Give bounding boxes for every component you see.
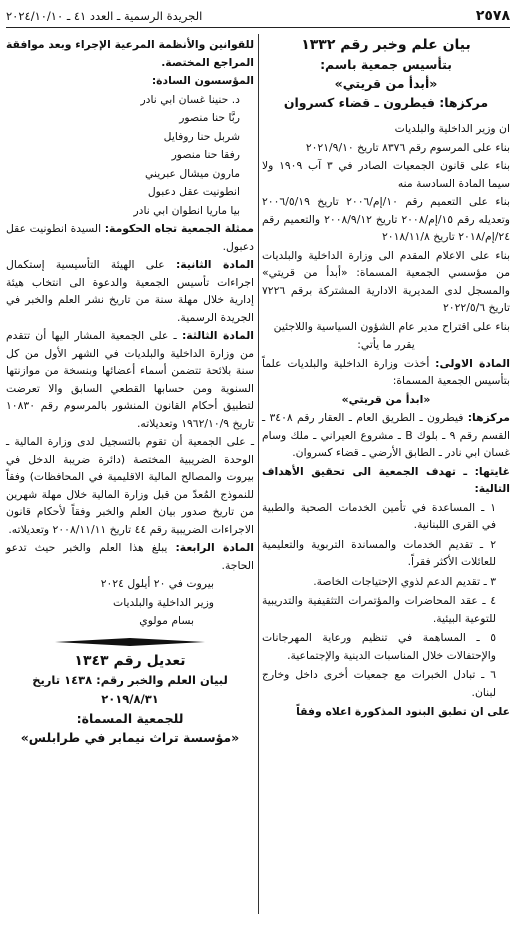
- article-1-label: المادة الاولى:: [435, 356, 510, 370]
- article-2-text: على الهيئة التأسيسية إستكمال اجراءات تأسيس الجمعية والدعوة الى انتخاب هيئة إدارية خلال مهلة سنة من تاريخ نشر العلم والخبر في الجريدة الرسمية.: [6, 258, 254, 324]
- founder-name: انطونيت عقل دعبول: [147, 185, 240, 198]
- founders-label: المؤسسون السادة:: [151, 74, 254, 87]
- notice-title: بيان علم وخبر رقم ١٣٣٢: [301, 37, 471, 53]
- paragraph-circular: بناء على التعميم رقم ١٠/إم/٢٠٠٦ تاريخ ٢٠٠٦/٥/١٩ وتعديله رقم ١٥/إم/٢٠٠٨ تاريخ ٢٠٠٨/٩/١٢ والتعميم رقم ٢٤/إم/٢٠١٨ تاريخ ٢٠١٨/١١/٨: [262, 195, 510, 243]
- paragraph-law: بناء على قانون الجمعيات الصادر في ٣ آب ١٩٠٩ ولا سيما المادة السادسة منه: [262, 159, 510, 190]
- representative-label: ممثلة الجمعية تجاه الحكومة:: [104, 222, 254, 235]
- goal-item: ٤ ـ عقد المحاضرات والمؤتمرات التثقيفية والتدريبية للتوعية البيئية.: [262, 594, 496, 625]
- right-column: [262, 36, 510, 722]
- goal-item: ٦ ـ تبادل الخبرات مع جمعيات أخرى داخل وخارج لبنان.: [262, 668, 496, 699]
- signature-date: بيروت في ٢٠ أيلول ٢٠٢٤: [100, 577, 214, 590]
- founder-name: د. حنينا غسان ابي نادر: [140, 92, 240, 106]
- hq-text: فيطرون ـ الطريق العام ـ العقار رقم ٣٤٠٨ ـ القسم رقم ٩ ـ بلوك B ـ مشروع العيراني ـ ملك وسام غسان ابي نادر ـ الطابق الأرضي ـ قضاء كسروان.: [262, 411, 511, 459]
- paragraph-proposal: بناء على اقتراح مدير عام الشؤون السياسية واللاجئين: [273, 319, 510, 333]
- paragraph-decree: بناء على المرسوم رقم ٨٣٧٦ تاريخ ٢٠٢١/٩/١٠: [305, 140, 510, 154]
- article-3-tax-text: ـ على الجمعية أن تقوم بالتسجيل لدى وزارة المالية ـ الوحدة الضريبية المختصة (دائرة ضريبة الدخل في بيروت والمصالح المالية الاقليمية في المحافظات) وفقاً للنموذج المُعدّ من قبل وزارة المالية خلال مهلة شهرين من تاريخ صدور بيان العلم والخبر وفقاً لأحكام قانون الاجراءات الضريبية رقم ٤٤ تاريخ ٢٠٠٨/١١/١١ وتعديلاته.: [6, 435, 254, 536]
- gazette-issue: الجريدة الرسمية ـ العدد ٤١ ـ ٢٠٢٤/١٠/١٠: [6, 8, 203, 23]
- page-number: ٢٥٧٨: [475, 7, 510, 24]
- goals-heading: غايتها: ـ تهدف الجمعية الى تحقيق الأهداف التالية:: [262, 464, 510, 495]
- left-column: [6, 36, 254, 747]
- founder-name: بيا ماريا انطوان ابي نادر: [133, 203, 240, 217]
- representative-text: السيدة انطونيت عقل دعبول.: [6, 222, 254, 253]
- founder-name: ربَّا حنا منصور: [179, 111, 240, 124]
- goal-item: ٥ ـ المساهمة في تنظيم ورعاية المهرجانات والإحتفالات خلال المناسبات الدينية والإجتماعية.: [262, 631, 496, 662]
- decide-line: يقرر ما يأتي:: [357, 338, 415, 351]
- article-4-label: المادة الرابعة:: [175, 541, 254, 554]
- article-1-name: «ابدأ من قريتي»: [341, 392, 431, 406]
- separator-ornament-icon: [55, 638, 205, 646]
- amendment-association-name: «مؤسسة تراث نيمابر في طرابلس»: [20, 729, 240, 745]
- founder-name: مارون ميشال عبريني: [144, 166, 240, 180]
- column-divider: [258, 34, 259, 914]
- closing-line: على ان تطبق البنود المذكورة اعلاه وفقاً: [296, 705, 510, 718]
- association-name: «أبدأ من قريتي»: [334, 76, 438, 91]
- founder-name: رفقا حنا منصور: [171, 148, 240, 161]
- page-header: [6, 4, 510, 28]
- paragraph-minister: ان وزير الداخلية والبلديات: [394, 122, 510, 135]
- notice-subtitle: بتأسيس جمعية باسم:: [320, 57, 452, 72]
- section-separator: [6, 638, 254, 646]
- article-3-label: المادة الثالثة:: [181, 329, 255, 342]
- amendment-subtitle: لبيان العلم والخبر رقم: ١٤٣٨ تاريخ ٢٠١٩/٨/٣١: [32, 672, 228, 706]
- amendment-association-label: للجمعية المسماة:: [76, 710, 184, 726]
- goal-item: ٢ ـ تقديم الخدمات والمساندة التربوية والتعليمية للعائلات الأكثر فقراً.: [262, 537, 496, 568]
- association-center: مركزها: فيطرون ـ قضاء كسروان: [283, 95, 489, 110]
- goal-item: ١ ـ المساعدة في تأمين الخدمات الصحية والطبية في القرى اللبنانية.: [262, 500, 496, 531]
- amendment-title: تعديل رقم ١٣٤٣: [74, 652, 186, 669]
- article-2-label: المادة الثانية:: [175, 258, 255, 271]
- signature-name: بسام مولوي: [139, 614, 194, 627]
- article-3-text: ـ على الجمعية المشار اليها أن تتقدم من وزارة الداخلية والبلديات في الشهر الأول من كل سنة بلائحة تتضمن أسماء أعضائها وبنسخة من موازنتها السنوية ومن حسابها القطعي السابق والا تعرضت لتطبيق أحكام القانون المنشور بالمرسوم رقم ١٠٨٣٠ تاريخ ١٩٦٢/١٠/٩ وتعديلاته.: [6, 329, 254, 430]
- article-1-text: أخذت وزارة الداخلية والبلديات علماً بتأسيس الجمعية المسماة:: [262, 356, 510, 387]
- continuation-text: للقوانين والأنظمة المرعية الإجراء وبعد موافقة المراجع المختصة.: [6, 38, 254, 69]
- goal-item: ٣ ـ تقديم الدعم لذوي الإحتياجات الخاصة.: [313, 574, 496, 588]
- paragraph-notification: بناء على الاعلام المقدم الى وزارة الداخلية والبلديات من مؤسسي الجمعية المسماة: «أبدأ من قريتي» والمسجل لدى المديرية الادارية المشتركة برقم ٧٢٢٦ تاريخ ٢٠٢٢/٥/٦: [262, 248, 510, 314]
- hq-label: مركزها:: [467, 411, 510, 424]
- article-4-text: يبلغ هذا العلم والخبر حيث تدعو الحاجة.: [6, 541, 254, 572]
- signature-minister: وزير الداخلية والبلديات: [113, 595, 214, 609]
- founder-name: شربل حنا روفايل: [163, 129, 240, 143]
